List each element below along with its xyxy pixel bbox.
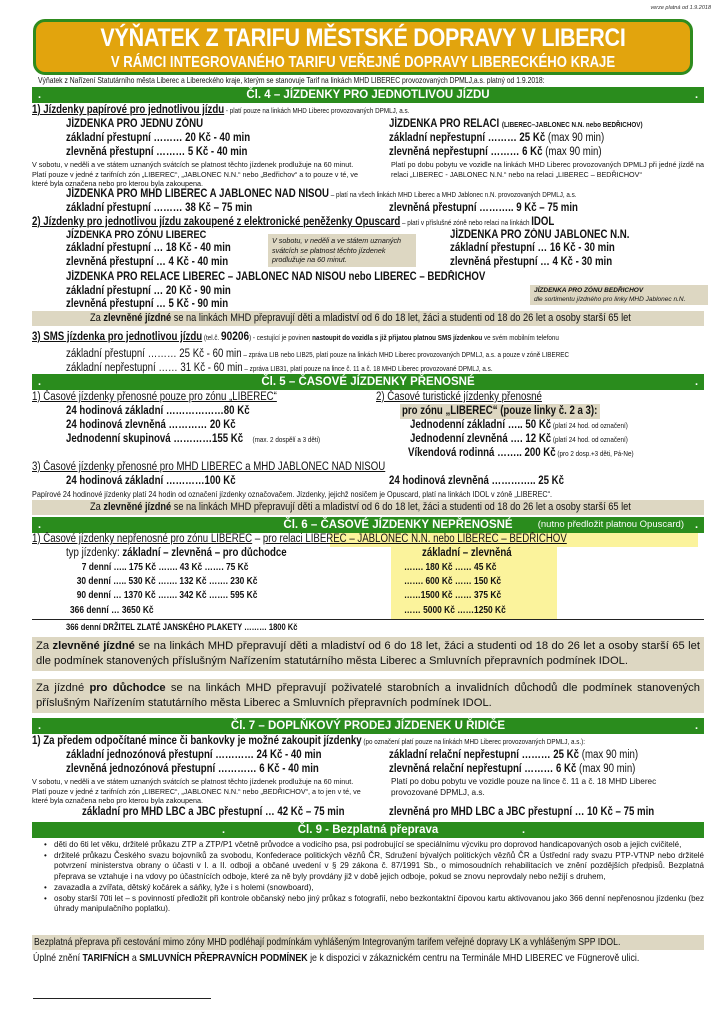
relation-basic: základní nepřestupní ……… 25 Kč (max 90 min): [389, 132, 605, 144]
s6-plaque: 366 denní DRŽITEL ZLATÉ JANSKÉHO PLAKETY ……… 1800 Kč: [66, 622, 298, 632]
s7-r1: základní relační nepřestupní ……… 25 Kč (max 90 min): [389, 749, 639, 761]
s7-lj-basic: základní pro MHD LBC a JBC přestupní … 42 Kč – 75 min: [82, 806, 345, 818]
relation-ticket-title: JÍZDENKA PRO RELACI (LIBEREC–JABLONEC N.N. nebo BEDŘICHOV): [389, 118, 643, 130]
zj-basic: základní přestupní … 16 Kč - 30 min: [450, 242, 615, 254]
list-item: • osoby starší 70ti let – s povinností předložit při kontrole občanský nebo jiný průkaz s fotografií, nebo bezkontaktní čipovou kartu aktivovanou jako 366 denní nepřenosnou jízdenku (bez úhrady manipulačního poplatku).: [44, 894, 704, 914]
lj-basic: základní přestupní ……… 38 Kč – 75 min: [66, 202, 253, 214]
weekend-note-box: V sobotu, v neděli a ve státem uznaných svátcích se platnost těchto jízdenek prodlužuje na 60 minut.: [268, 234, 416, 267]
relation-note: Platí po dobu pobytu ve vozidle na linkách MHD Liberec provozovaných DPMLJ při jedné jízdě na relaci „LIBEREC - JABLONEC N.N.“ nebo na relaci „LIBEREC – BEDŘICHOV“: [391, 160, 704, 179]
s5-t3: Víkendová rodinná …….. 200 Kč (pro 2 dosp.+3 děti, Pá-Ne): [408, 447, 634, 459]
s7-l1: základní jednozónová přestupní ………… 24 Kč - 40 min: [66, 749, 322, 761]
s5-l1: 24 hodinová základní ………………80 Kč: [66, 405, 250, 417]
s5-l2: 24 hodinová zlevněná ………… 20 Kč: [66, 419, 236, 431]
section-bar-5: . Čl. 5 – ČASOVÉ JÍZDENKY PŘENOSNÉ .: [32, 374, 704, 390]
s4-heading-1: 1) Jízdenky papírové pro jednotlivou jízdu - platí pouze na linkách MHD Liberec provozovaných DPMLJ, a.s.: [32, 104, 410, 116]
s7-lj-reduced: zlevněná pro MHD LBC a JBC přestupní … 10 Kč – 75 min: [389, 806, 655, 818]
s7-heading-1: 1) Za předem odpočítané mince či bankovky je možné zakoupit jízdenky (po označení platí pouze na linkách MHD Liberec provozovaných DPMLJ, a.s.):: [32, 735, 586, 747]
lj-ticket-title: JÍZDENKA PRO MHD LIBEREC A JABLONEC NAD NISOU – platí na všech linkách MHD Liberec a MHD Jablonec n.N. provozovaných DPMLJ, a.s.: [66, 188, 577, 200]
section-title: Čl. 4 – JÍZDENKY PRO JEDNOTLIVOU JÍZDU: [246, 89, 490, 101]
s7-left-note: V sobotu, v neděli a ve státem uznaných svátcích se platnost těchto jízdenek prodlužuje na 60 minut. Platí pouze v jedné z tarifních zón „LIBEREC“, „JABLONEC N.N.“ nebo „BEDŘICHOV“, a to jen v té, ve které byla označena nebo pro kterou byla zakoupena.: [32, 777, 361, 805]
version-note: verze platná od 1.9.2018: [650, 5, 711, 11]
s5-j2: 24 hodinová zlevněná ………….. 25 Kč: [389, 475, 565, 487]
footnote-divider: [33, 998, 211, 999]
zj-title: JÍZDENKA PRO ZÓNU JABLONEC N.N.: [450, 229, 630, 241]
section-title: Čl. 5 – ČASOVÉ JÍZDENKY PŘENOSNÉ: [261, 376, 475, 388]
s5-note: Papírové 24 hodinové jízdenky platí 24 hodin od označení jízdenky označovačem. Jízdenky, jejichž nosičem je Opuscard, platí na linkách IDOL v zóně „LIBEREC“.: [32, 489, 553, 499]
relation-reduced: zlevněná nepřestupní ……… 6 Kč (max 90 min): [389, 146, 602, 158]
lj-reduced: zlevněná přestupní ……….. 9 Kč – 75 min: [389, 202, 578, 214]
zl-title: JÍZDENKA PRO ZÓNU LIBEREC: [66, 229, 207, 241]
zj-reduced: zlevněná přestupní … 4 Kč - 30 min: [450, 256, 613, 268]
zl-basic: základní přestupní … 18 Kč - 40 min: [66, 242, 231, 254]
zone-basic: základní přestupní ……… 20 Kč - 40 min: [66, 132, 251, 144]
section-title: Čl. 6 – ČASOVÉ JÍZDENKY NEPŘENOSNÉ: [283, 519, 513, 531]
s5-t2: Jednodenní zlevněná …. 12 Kč (platí 24 hod. od označení): [410, 433, 628, 445]
s6-row: 30 denní ….. 530 Kč ……. 132 Kč ……. 230 Kč: [76, 576, 258, 588]
s5-h2-sub: pro zónu „LIBEREC“ (pouze linky č. 2 a 3):: [402, 405, 598, 417]
bedrichov-box: JÍZDENKA PRO ZÓNU BEDŘICHOV dle sortimentu jízdného pro linky MHD Jablonec n.N.: [530, 285, 708, 305]
s5-heading-2: 2) Časové turistické jízdenky přenosné: [376, 391, 542, 403]
s6-heading-1: 1) Časové jízdenky nepřenosné pro zónu LIBEREC – pro relaci LIBEREC – JABLONEC N.N. nebo LIBEREC – BEDŘICHOV: [32, 533, 567, 545]
list-item: • držitelé průkazu Českého svazu bojovníků za svobodu, Konfederace politických vězňů ČR, Sdružení bývalých politických vězňů ČR a Ústřední rady svazu PTP-VTNP nebo držitelé potvrzení ministerstva obrany o účasti v I. a II. odboji a občané uvedení v § 29 zákona č. 87/1991 Sb., o mimosoudních rehabilitacích ve znění pozdějších předpisů. Bezplatná přeprava se vztahuje i na vdovy po účastnících odboje, které za ně byly provdány již v době jejich odboje, pokud se znovu neprovdaly nebo nežijí s druhem,: [44, 851, 704, 882]
s6-row-rel: ……1500 Kč …… 375 Kč: [404, 590, 502, 602]
list-item: • děti do 6ti let věku, držitelé průkazu ZTP a ZTP/P1 včetně průvodce a vodicího psa, psi podrobující se speciálnímu výcviku pro doprovod handicapovaných osob a jejich cvičitelé,: [44, 840, 704, 850]
s6-row-rel: ……. 180 Kč …… 45 Kč: [404, 562, 497, 573]
document-title: VÝŇATEK Z TARIFU MĚSTSKÉ DOPRAVY V LIBERCI: [100, 24, 626, 52]
zone-reduced: zlevněná přestupní ……… 5 Kč - 40 min: [66, 146, 248, 158]
s6-row: 366 denní … 3650 Kč: [70, 604, 154, 616]
rel2-basic: základní přestupní … 20 Kč - 90 min: [66, 285, 231, 297]
reduced-fare-note-1: Za zlevněné jízdné se na linkách MHD přepravují děti a mladiství od 6 do 18 let, žáci a studenti od 18 do 26 let a osoby starší 65 let: [32, 311, 704, 326]
s6-relation-prices: [404, 561, 506, 618]
s5-heading-3: 3) Časové jízdenky přenosné pro MHD LIBEREC a MHD JABLONEC NAD NISOU: [32, 461, 386, 473]
section-bar-4: . Čl. 4 – JÍZDENKY PRO JEDNOTLIVOU JÍZDU .: [32, 87, 704, 103]
outside-zones-note: Bezplatná přeprava při cestování mimo zóny MHD podléhají podmínkám vyhlášeným Integrovaným tarifem veřejné dopravy LK a vyhlášeným SPP IDOL.: [32, 935, 704, 950]
s6-col-head: typ jízdenky: základní – zlevněná – pro důchodce: [66, 547, 287, 559]
s7-l2: zlevněná jednozónová přestupní ………… 6 Kč - 40 min: [66, 763, 319, 775]
zone-ticket-title: JÍZDENKA PRO JEDNU ZÓNU: [66, 118, 204, 130]
section-title: Čl. 9 - Bezplatná přeprava: [297, 824, 439, 836]
section-bar-6: . Čl. 6 – ČASOVÉ JÍZDENKY NEPŘENOSNÉ (nutno předložit platnou Opuscard) .: [32, 517, 704, 533]
divider: [32, 619, 704, 620]
s5-t1: Jednodenní základní ….. 50 Kč (platí 24 hod. od označení): [410, 419, 628, 431]
s7-r2: zlevněná relační nepřestupní ……… 6 Kč (max 90 min): [389, 763, 636, 775]
s6-row-rel: …… 5000 Kč ……1250 Kč: [404, 604, 506, 616]
s4-heading-3: 3) SMS jízdenka pro jednotlivou jízdu (tel.č. 90206) - cestující je povinen nastoupit do vozidla s již přijatou platnou SMS jízdenkou ve svém mobilním telefonu: [32, 329, 559, 343]
list-item: • zavazadla a zvířata, dětský kočárek a sáňky, lyže i s holemi (snowboard),: [44, 883, 704, 893]
rel2-reduced: zlevněná přestupní … 5 Kč - 90 min: [66, 298, 229, 310]
info-reduced-fare: Za zlevněné jízdné se na linkách MHD přepravují děti a mladiství od 6 do 18 let, žáci a studenti od 18 do 26 let a osoby starší 65 let dle podmínek stanovených příslušným Nařízením statutárního města Liberec a Smluvních přepravních podmínek IDOL.: [32, 637, 704, 671]
s4-heading-2: 2) Jízdenky pro jednotlivou jízdu zakoupené z elektronické peněženky Opuscard – platí v příslušné zóně nebo relaci na linkách IDOL: [32, 216, 555, 228]
s6-zone-prices: [70, 561, 257, 618]
rel2-title: JÍZDENKA PRO RELACE LIBEREC – JABLONEC NAD NISOU nebo LIBEREC – BEDŘICHOV: [66, 271, 486, 283]
sms-basic: základní přestupní ……… 25 Kč - 60 min – zpráva LIB nebo LIB25, platí pouze na linkách MHD Liberec provozovaných DPMLJ, a.s. a pouze v zóně LIBEREC: [66, 348, 570, 360]
s6-col-head-rel: základní – zlevněná: [422, 547, 512, 559]
zl-reduced: zlevněná přestupní … 4 Kč - 40 min: [66, 256, 229, 268]
title-banner: [33, 19, 693, 75]
document-subtitle: V RÁMCI INTEGROVANÉHO TARIFU VEŘEJNÉ DOPRAVY LIBERECKÉHO KRAJE: [110, 54, 616, 71]
zone-note: V sobotu, v neděli a ve státem uznaných svátcích se platnost těchto jízdenek prodlužuje na 60 minut. Platí pouze v jedné z tarifních zón „LIBEREC“, „JABLONEC N.N.“ nebo „Bedřichov“ a to pouze v té, ve které byla označena nebo pro kterou byla zakoupena.: [32, 160, 358, 188]
s5-heading-1: 1) Časové jízdenky přenosné pouze pro zónu „LIBEREC“: [32, 391, 277, 403]
s6-row-rel: ……. 600 Kč …… 150 Kč: [404, 576, 502, 588]
intro-text: Výňatek z Nařízení Statutárního města Liberec a Libereckého kraje, kterým se stanovuje Tarif na linkách MHD LIBEREC provozovaných DPMLJ,a.s. platný od 1.9.2018:: [38, 75, 545, 85]
s5-l3: Jednodenní skupinová …………155 Kč (max. 2 dospělí a 3 děti): [66, 433, 321, 445]
sms-nontransfer: základní nepřestupní …… 31 Kč - 60 min – zpráva LIB31, platí pouze na lince č. 11 a č. 18 MHD Liberec provozované DPMLJ, a.s.: [66, 362, 493, 374]
full-conditions-note: Úplné znění TARIFNÍCH a SMLUVNÍCH PŘEPRAVNÍCH PODMÍNEK je k dispozici v zákaznickém centru na Terminále MHD LIBEREC ve Fügnerově ulici.: [33, 952, 640, 964]
section-bar-7: . Čl. 7 – DOPLŇKOVÝ PRODEJ JÍZDENEK U ŘIDIČE .: [32, 718, 704, 734]
info-pensioners: Za jízdné pro důchodce se na linkách MHD přepravují poživatelé starobních a invalidních důchodů dle podmínek stanovených příslušným Nařízením statutárního města Liberec a Smluvních přepravních podmínek IDOL.: [32, 679, 704, 713]
section-title: Čl. 7 – DOPLŇKOVÝ PRODEJ JÍZDENEK U ŘIDIČE: [230, 720, 506, 732]
s7-right-note: Platí po dobu pobytu ve vozidle pouze na lince č. 11 a č. 18 MHD Liberec provozované DPMLJ, a.s.: [391, 777, 657, 797]
s5-j1: 24 hodinová základní …………100 Kč: [66, 475, 236, 487]
section-bar-9: . Čl. 9 - Bezplatná přeprava .: [32, 822, 704, 838]
reduced-fare-note-2: Za zlevněné jízdné se na linkách MHD přepravují děti a mladiství od 6 do 18 let, žáci a studenti od 18 do 26 let a osoby starší 65 let: [32, 500, 704, 515]
s6-row: 7 denní ….. 175 Kč ……. 43 Kč ……. 75 Kč: [81, 562, 249, 573]
free-transport-list: [44, 840, 704, 915]
s6-row: 90 denní … 1370 Kč ……. 342 Kč ……. 595 Kč: [76, 590, 258, 602]
